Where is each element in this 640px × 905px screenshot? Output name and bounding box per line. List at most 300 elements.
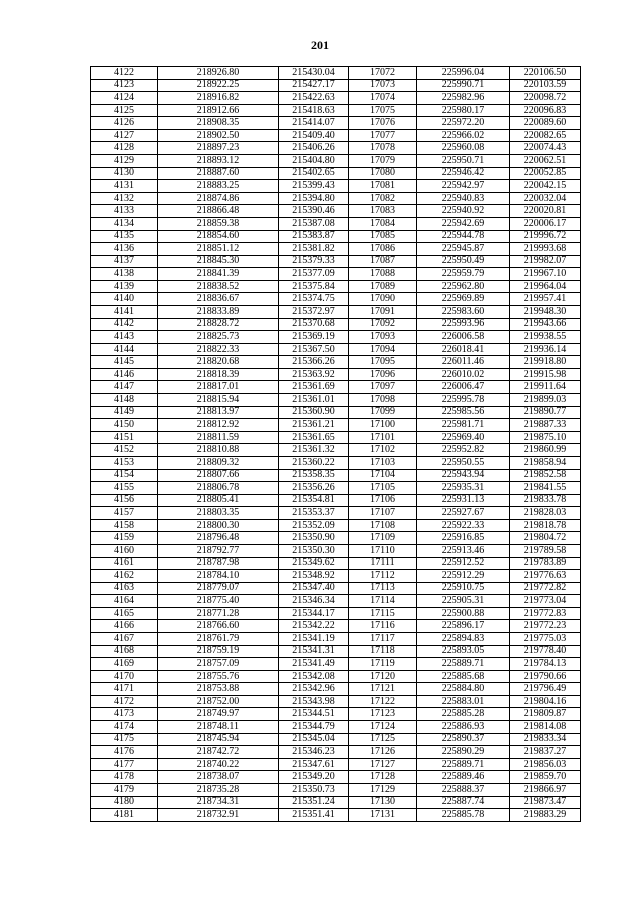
y-coord-right-cell: 219828.03 bbox=[510, 507, 581, 520]
table-row bbox=[91, 570, 581, 583]
y-coord-left-cell: 215369.19 bbox=[279, 331, 349, 344]
y-coord-left-cell: 215352.09 bbox=[279, 519, 349, 532]
table-row bbox=[91, 771, 581, 784]
x-coord-left-cell: 218749.97 bbox=[158, 708, 279, 721]
table-row bbox=[91, 582, 581, 595]
x-coord-left-cell: 218825.73 bbox=[158, 331, 279, 344]
y-coord-right-cell: 219778.40 bbox=[510, 645, 581, 658]
y-coord-right-cell: 219773.04 bbox=[510, 595, 581, 608]
point-id-left-cell: 4157 bbox=[91, 507, 158, 520]
x-coord-right-cell: 225894.83 bbox=[417, 633, 510, 646]
table-row bbox=[91, 180, 581, 193]
x-coord-left-cell: 218800.30 bbox=[158, 519, 279, 532]
table-row bbox=[91, 192, 581, 205]
table-row bbox=[91, 595, 581, 608]
table-row bbox=[91, 758, 581, 771]
point-id-left-cell: 4123 bbox=[91, 79, 158, 92]
y-coord-left-cell: 215342.96 bbox=[279, 683, 349, 696]
point-id-right-cell: 17121 bbox=[349, 683, 417, 696]
table-row bbox=[91, 268, 581, 281]
x-coord-right-cell: 225886.93 bbox=[417, 721, 510, 734]
x-coord-right-cell: 225912.29 bbox=[417, 570, 510, 583]
x-coord-right-cell: 225993.96 bbox=[417, 318, 510, 331]
point-id-right-cell: 17077 bbox=[349, 129, 417, 142]
y-coord-left-cell: 215375.84 bbox=[279, 280, 349, 293]
x-coord-right-cell: 226010.02 bbox=[417, 368, 510, 381]
y-coord-left-cell: 215361.69 bbox=[279, 381, 349, 394]
y-coord-left-cell: 215341.31 bbox=[279, 645, 349, 658]
x-coord-left-cell: 218740.22 bbox=[158, 758, 279, 771]
point-id-right-cell: 17080 bbox=[349, 167, 417, 180]
x-coord-right-cell: 225966.02 bbox=[417, 129, 510, 142]
y-coord-left-cell: 215383.87 bbox=[279, 230, 349, 243]
x-coord-right-cell: 225887.74 bbox=[417, 796, 510, 809]
y-coord-left-cell: 215344.79 bbox=[279, 721, 349, 734]
x-coord-right-cell: 225942.97 bbox=[417, 180, 510, 193]
x-coord-left-cell: 218866.48 bbox=[158, 205, 279, 218]
x-coord-right-cell: 226018.41 bbox=[417, 343, 510, 356]
x-coord-left-cell: 218822.33 bbox=[158, 343, 279, 356]
x-coord-right-cell: 225972.20 bbox=[417, 117, 510, 130]
y-coord-right-cell: 219911.64 bbox=[510, 381, 581, 394]
point-id-left-cell: 4177 bbox=[91, 758, 158, 771]
y-coord-left-cell: 215358.35 bbox=[279, 469, 349, 482]
x-coord-right-cell: 225888.37 bbox=[417, 783, 510, 796]
x-coord-right-cell: 225890.37 bbox=[417, 733, 510, 746]
x-coord-right-cell: 225885.78 bbox=[417, 809, 510, 822]
point-id-right-cell: 17093 bbox=[349, 331, 417, 344]
x-coord-left-cell: 218753.88 bbox=[158, 683, 279, 696]
y-coord-right-cell: 219948.30 bbox=[510, 305, 581, 318]
x-coord-left-cell: 218775.40 bbox=[158, 595, 279, 608]
y-coord-left-cell: 215409.40 bbox=[279, 129, 349, 142]
x-coord-left-cell: 218792.77 bbox=[158, 544, 279, 557]
table-row bbox=[91, 92, 581, 105]
x-coord-left-cell: 218787.98 bbox=[158, 557, 279, 570]
x-coord-right-cell: 225900.88 bbox=[417, 607, 510, 620]
y-coord-left-cell: 215418.63 bbox=[279, 104, 349, 117]
point-id-left-cell: 4169 bbox=[91, 658, 158, 671]
table-row bbox=[91, 683, 581, 696]
y-coord-left-cell: 215381.82 bbox=[279, 243, 349, 256]
table-row bbox=[91, 117, 581, 130]
table-row bbox=[91, 519, 581, 532]
point-id-right-cell: 17096 bbox=[349, 368, 417, 381]
y-coord-left-cell: 215399.43 bbox=[279, 180, 349, 193]
x-coord-left-cell: 218803.35 bbox=[158, 507, 279, 520]
x-coord-left-cell: 218908.35 bbox=[158, 117, 279, 130]
point-id-left-cell: 4131 bbox=[91, 180, 158, 193]
y-coord-left-cell: 215342.22 bbox=[279, 620, 349, 633]
x-coord-left-cell: 218836.67 bbox=[158, 293, 279, 306]
x-coord-right-cell: 225927.67 bbox=[417, 507, 510, 520]
y-coord-right-cell: 219859.70 bbox=[510, 771, 581, 784]
y-coord-right-cell: 219804.72 bbox=[510, 532, 581, 545]
y-coord-right-cell: 220062.51 bbox=[510, 155, 581, 168]
point-id-left-cell: 4122 bbox=[91, 67, 158, 80]
x-coord-right-cell: 225982.96 bbox=[417, 92, 510, 105]
point-id-right-cell: 17092 bbox=[349, 318, 417, 331]
point-id-right-cell: 17131 bbox=[349, 809, 417, 822]
point-id-right-cell: 17112 bbox=[349, 570, 417, 583]
point-id-right-cell: 17128 bbox=[349, 771, 417, 784]
x-coord-right-cell: 225945.87 bbox=[417, 243, 510, 256]
table-row bbox=[91, 469, 581, 482]
x-coord-left-cell: 218897.23 bbox=[158, 142, 279, 155]
y-coord-right-cell: 219918.80 bbox=[510, 356, 581, 369]
point-id-right-cell: 17105 bbox=[349, 482, 417, 495]
table-row bbox=[91, 607, 581, 620]
y-coord-left-cell: 215344.17 bbox=[279, 607, 349, 620]
point-id-left-cell: 4165 bbox=[91, 607, 158, 620]
x-coord-right-cell: 225962.80 bbox=[417, 280, 510, 293]
y-coord-left-cell: 215350.90 bbox=[279, 532, 349, 545]
table-row bbox=[91, 406, 581, 419]
x-coord-right-cell: 225996.04 bbox=[417, 67, 510, 80]
table-row bbox=[91, 746, 581, 759]
point-id-right-cell: 17106 bbox=[349, 494, 417, 507]
point-id-right-cell: 17072 bbox=[349, 67, 417, 80]
table-row bbox=[91, 331, 581, 344]
point-id-right-cell: 17130 bbox=[349, 796, 417, 809]
x-coord-left-cell: 218806.78 bbox=[158, 482, 279, 495]
y-coord-right-cell: 220074.43 bbox=[510, 142, 581, 155]
y-coord-right-cell: 219775.03 bbox=[510, 633, 581, 646]
y-coord-left-cell: 215361.21 bbox=[279, 419, 349, 432]
point-id-right-cell: 17107 bbox=[349, 507, 417, 520]
y-coord-right-cell: 219818.78 bbox=[510, 519, 581, 532]
table-row bbox=[91, 482, 581, 495]
x-coord-left-cell: 218732.91 bbox=[158, 809, 279, 822]
y-coord-left-cell: 215361.01 bbox=[279, 394, 349, 407]
point-id-right-cell: 17098 bbox=[349, 394, 417, 407]
point-id-right-cell: 17075 bbox=[349, 104, 417, 117]
point-id-right-cell: 17104 bbox=[349, 469, 417, 482]
table-row bbox=[91, 381, 581, 394]
y-coord-right-cell: 219809.87 bbox=[510, 708, 581, 721]
y-coord-right-cell: 219790.66 bbox=[510, 670, 581, 683]
point-id-left-cell: 4134 bbox=[91, 217, 158, 230]
y-coord-left-cell: 215390.46 bbox=[279, 205, 349, 218]
point-id-left-cell: 4148 bbox=[91, 394, 158, 407]
point-id-left-cell: 4151 bbox=[91, 431, 158, 444]
point-id-right-cell: 17095 bbox=[349, 356, 417, 369]
x-coord-left-cell: 218874.86 bbox=[158, 192, 279, 205]
x-coord-left-cell: 218887.60 bbox=[158, 167, 279, 180]
table-row bbox=[91, 155, 581, 168]
point-id-left-cell: 4164 bbox=[91, 595, 158, 608]
point-id-right-cell: 17110 bbox=[349, 544, 417, 557]
y-coord-left-cell: 215387.08 bbox=[279, 217, 349, 230]
table-row bbox=[91, 557, 581, 570]
y-coord-right-cell: 219915.98 bbox=[510, 368, 581, 381]
point-id-right-cell: 17094 bbox=[349, 343, 417, 356]
table-row bbox=[91, 783, 581, 796]
x-coord-right-cell: 225931.13 bbox=[417, 494, 510, 507]
x-coord-right-cell: 225943.94 bbox=[417, 469, 510, 482]
point-id-right-cell: 17101 bbox=[349, 431, 417, 444]
y-coord-left-cell: 215347.40 bbox=[279, 582, 349, 595]
point-id-right-cell: 17078 bbox=[349, 142, 417, 155]
point-id-left-cell: 4161 bbox=[91, 557, 158, 570]
table-row bbox=[91, 708, 581, 721]
y-coord-right-cell: 220006.17 bbox=[510, 217, 581, 230]
point-id-left-cell: 4138 bbox=[91, 268, 158, 281]
x-coord-left-cell: 218815.94 bbox=[158, 394, 279, 407]
x-coord-right-cell: 225950.49 bbox=[417, 255, 510, 268]
y-coord-right-cell: 220089.60 bbox=[510, 117, 581, 130]
x-coord-left-cell: 218838.52 bbox=[158, 280, 279, 293]
x-coord-left-cell: 218809.32 bbox=[158, 456, 279, 469]
table-row bbox=[91, 343, 581, 356]
x-coord-left-cell: 218766.60 bbox=[158, 620, 279, 633]
y-coord-right-cell: 219943.66 bbox=[510, 318, 581, 331]
table-row bbox=[91, 633, 581, 646]
x-coord-left-cell: 218926.80 bbox=[158, 67, 279, 80]
x-coord-left-cell: 218779.07 bbox=[158, 582, 279, 595]
x-coord-right-cell: 225935.31 bbox=[417, 482, 510, 495]
point-id-left-cell: 4179 bbox=[91, 783, 158, 796]
x-coord-left-cell: 218805.41 bbox=[158, 494, 279, 507]
point-id-left-cell: 4142 bbox=[91, 318, 158, 331]
y-coord-left-cell: 215427.17 bbox=[279, 79, 349, 92]
table-row bbox=[91, 721, 581, 734]
x-coord-right-cell: 225896.17 bbox=[417, 620, 510, 633]
y-coord-left-cell: 215346.34 bbox=[279, 595, 349, 608]
point-id-left-cell: 4153 bbox=[91, 456, 158, 469]
y-coord-right-cell: 219858.94 bbox=[510, 456, 581, 469]
point-id-left-cell: 4127 bbox=[91, 129, 158, 142]
table-row bbox=[91, 670, 581, 683]
point-id-left-cell: 4126 bbox=[91, 117, 158, 130]
point-id-left-cell: 4167 bbox=[91, 633, 158, 646]
y-coord-left-cell: 215404.80 bbox=[279, 155, 349, 168]
x-coord-right-cell: 225885.68 bbox=[417, 670, 510, 683]
point-id-left-cell: 4143 bbox=[91, 331, 158, 344]
point-id-left-cell: 4173 bbox=[91, 708, 158, 721]
y-coord-left-cell: 215347.61 bbox=[279, 758, 349, 771]
x-coord-right-cell: 225890.29 bbox=[417, 746, 510, 759]
table-row bbox=[91, 507, 581, 520]
x-coord-right-cell: 225884.80 bbox=[417, 683, 510, 696]
point-id-right-cell: 17100 bbox=[349, 419, 417, 432]
point-id-left-cell: 4133 bbox=[91, 205, 158, 218]
x-coord-right-cell: 226006.47 bbox=[417, 381, 510, 394]
y-coord-right-cell: 219784.13 bbox=[510, 658, 581, 671]
point-id-left-cell: 4144 bbox=[91, 343, 158, 356]
y-coord-right-cell: 219982.07 bbox=[510, 255, 581, 268]
x-coord-right-cell: 225981.71 bbox=[417, 419, 510, 432]
point-id-left-cell: 4154 bbox=[91, 469, 158, 482]
x-coord-left-cell: 218759.19 bbox=[158, 645, 279, 658]
y-coord-right-cell: 219772.82 bbox=[510, 582, 581, 595]
y-coord-left-cell: 215367.50 bbox=[279, 343, 349, 356]
point-id-left-cell: 4139 bbox=[91, 280, 158, 293]
y-coord-left-cell: 215379.33 bbox=[279, 255, 349, 268]
y-coord-right-cell: 220042.15 bbox=[510, 180, 581, 193]
table-row bbox=[91, 142, 581, 155]
x-coord-left-cell: 218810.88 bbox=[158, 444, 279, 457]
point-id-left-cell: 4140 bbox=[91, 293, 158, 306]
table-row bbox=[91, 217, 581, 230]
x-coord-right-cell: 225912.52 bbox=[417, 557, 510, 570]
point-id-right-cell: 17099 bbox=[349, 406, 417, 419]
x-coord-left-cell: 218738.07 bbox=[158, 771, 279, 784]
point-id-left-cell: 4155 bbox=[91, 482, 158, 495]
y-coord-right-cell: 219936.14 bbox=[510, 343, 581, 356]
table-row bbox=[91, 129, 581, 142]
y-coord-right-cell: 220096.83 bbox=[510, 104, 581, 117]
y-coord-right-cell: 219860.99 bbox=[510, 444, 581, 457]
coordinates-table-body bbox=[91, 67, 581, 822]
point-id-right-cell: 17111 bbox=[349, 557, 417, 570]
point-id-right-cell: 17088 bbox=[349, 268, 417, 281]
y-coord-left-cell: 215349.20 bbox=[279, 771, 349, 784]
y-coord-right-cell: 219993.68 bbox=[510, 243, 581, 256]
y-coord-right-cell: 219866.97 bbox=[510, 783, 581, 796]
x-coord-left-cell: 218807.66 bbox=[158, 469, 279, 482]
table-row bbox=[91, 809, 581, 822]
point-id-right-cell: 17129 bbox=[349, 783, 417, 796]
point-id-left-cell: 4159 bbox=[91, 532, 158, 545]
table-row bbox=[91, 104, 581, 117]
x-coord-left-cell: 218812.92 bbox=[158, 419, 279, 432]
x-coord-left-cell: 218742.72 bbox=[158, 746, 279, 759]
point-id-left-cell: 4141 bbox=[91, 305, 158, 318]
x-coord-right-cell: 225969.40 bbox=[417, 431, 510, 444]
point-id-right-cell: 17074 bbox=[349, 92, 417, 105]
point-id-left-cell: 4174 bbox=[91, 721, 158, 734]
y-coord-left-cell: 215414.07 bbox=[279, 117, 349, 130]
point-id-left-cell: 4172 bbox=[91, 695, 158, 708]
point-id-left-cell: 4166 bbox=[91, 620, 158, 633]
x-coord-right-cell: 225889.71 bbox=[417, 658, 510, 671]
y-coord-right-cell: 219796.49 bbox=[510, 683, 581, 696]
x-coord-right-cell: 225913.46 bbox=[417, 544, 510, 557]
point-id-right-cell: 17116 bbox=[349, 620, 417, 633]
x-coord-left-cell: 218845.30 bbox=[158, 255, 279, 268]
y-coord-left-cell: 215354.81 bbox=[279, 494, 349, 507]
x-coord-left-cell: 218817.01 bbox=[158, 381, 279, 394]
y-coord-left-cell: 215406.26 bbox=[279, 142, 349, 155]
point-id-right-cell: 17124 bbox=[349, 721, 417, 734]
point-id-left-cell: 4137 bbox=[91, 255, 158, 268]
x-coord-left-cell: 218818.39 bbox=[158, 368, 279, 381]
x-coord-left-cell: 218851.12 bbox=[158, 243, 279, 256]
point-id-left-cell: 4146 bbox=[91, 368, 158, 381]
y-coord-right-cell: 219776.63 bbox=[510, 570, 581, 583]
point-id-left-cell: 4152 bbox=[91, 444, 158, 457]
y-coord-left-cell: 215360.90 bbox=[279, 406, 349, 419]
table-row bbox=[91, 695, 581, 708]
y-coord-left-cell: 215341.49 bbox=[279, 658, 349, 671]
table-row bbox=[91, 356, 581, 369]
x-coord-right-cell: 225940.92 bbox=[417, 205, 510, 218]
x-coord-left-cell: 218752.00 bbox=[158, 695, 279, 708]
x-coord-right-cell: 225946.42 bbox=[417, 167, 510, 180]
x-coord-left-cell: 218859.38 bbox=[158, 217, 279, 230]
table-row bbox=[91, 620, 581, 633]
table-row bbox=[91, 318, 581, 331]
x-coord-right-cell: 225940.83 bbox=[417, 192, 510, 205]
y-coord-left-cell: 215346.23 bbox=[279, 746, 349, 759]
point-id-right-cell: 17103 bbox=[349, 456, 417, 469]
y-coord-right-cell: 219789.58 bbox=[510, 544, 581, 557]
point-id-left-cell: 4162 bbox=[91, 570, 158, 583]
y-coord-left-cell: 215422.63 bbox=[279, 92, 349, 105]
y-coord-right-cell: 219957.41 bbox=[510, 293, 581, 306]
x-coord-right-cell: 225983.60 bbox=[417, 305, 510, 318]
point-id-left-cell: 4178 bbox=[91, 771, 158, 784]
table-row bbox=[91, 67, 581, 80]
point-id-right-cell: 17117 bbox=[349, 633, 417, 646]
point-id-left-cell: 4181 bbox=[91, 809, 158, 822]
x-coord-right-cell: 225885.28 bbox=[417, 708, 510, 721]
x-coord-left-cell: 218883.25 bbox=[158, 180, 279, 193]
x-coord-left-cell: 218841.39 bbox=[158, 268, 279, 281]
y-coord-right-cell: 219841.55 bbox=[510, 482, 581, 495]
x-coord-right-cell: 226006.58 bbox=[417, 331, 510, 344]
y-coord-left-cell: 215360.22 bbox=[279, 456, 349, 469]
x-coord-left-cell: 218745.94 bbox=[158, 733, 279, 746]
x-coord-left-cell: 218761.79 bbox=[158, 633, 279, 646]
point-id-right-cell: 17083 bbox=[349, 205, 417, 218]
y-coord-left-cell: 215372.97 bbox=[279, 305, 349, 318]
y-coord-left-cell: 215351.41 bbox=[279, 809, 349, 822]
table-row bbox=[91, 255, 581, 268]
x-coord-right-cell: 225990.71 bbox=[417, 79, 510, 92]
point-id-right-cell: 17113 bbox=[349, 582, 417, 595]
point-id-right-cell: 17084 bbox=[349, 217, 417, 230]
point-id-right-cell: 17118 bbox=[349, 645, 417, 658]
y-coord-right-cell: 219833.34 bbox=[510, 733, 581, 746]
coordinates-table bbox=[90, 66, 581, 822]
x-coord-left-cell: 218748.11 bbox=[158, 721, 279, 734]
point-id-right-cell: 17079 bbox=[349, 155, 417, 168]
point-id-left-cell: 4147 bbox=[91, 381, 158, 394]
y-coord-right-cell: 219814.08 bbox=[510, 721, 581, 734]
y-coord-left-cell: 215363.92 bbox=[279, 368, 349, 381]
y-coord-left-cell: 215348.92 bbox=[279, 570, 349, 583]
y-coord-left-cell: 215343.98 bbox=[279, 695, 349, 708]
y-coord-left-cell: 215344.51 bbox=[279, 708, 349, 721]
table-row bbox=[91, 79, 581, 92]
y-coord-right-cell: 219873.47 bbox=[510, 796, 581, 809]
point-id-left-cell: 4171 bbox=[91, 683, 158, 696]
y-coord-left-cell: 215361.32 bbox=[279, 444, 349, 457]
point-id-right-cell: 17126 bbox=[349, 746, 417, 759]
y-coord-right-cell: 219772.83 bbox=[510, 607, 581, 620]
x-coord-left-cell: 218820.68 bbox=[158, 356, 279, 369]
x-coord-right-cell: 225889.46 bbox=[417, 771, 510, 784]
y-coord-right-cell: 219883.29 bbox=[510, 809, 581, 822]
page-number: 201 bbox=[311, 38, 329, 52]
x-coord-right-cell: 226011.46 bbox=[417, 356, 510, 369]
table-row bbox=[91, 419, 581, 432]
table-row bbox=[91, 544, 581, 557]
x-coord-right-cell: 225883.01 bbox=[417, 695, 510, 708]
point-id-left-cell: 4176 bbox=[91, 746, 158, 759]
table-row bbox=[91, 243, 581, 256]
y-coord-left-cell: 215370.68 bbox=[279, 318, 349, 331]
point-id-left-cell: 4129 bbox=[91, 155, 158, 168]
point-id-left-cell: 4156 bbox=[91, 494, 158, 507]
y-coord-right-cell: 220098.72 bbox=[510, 92, 581, 105]
point-id-right-cell: 17087 bbox=[349, 255, 417, 268]
x-coord-left-cell: 218902.50 bbox=[158, 129, 279, 142]
y-coord-right-cell: 219875.10 bbox=[510, 431, 581, 444]
x-coord-right-cell: 225916.85 bbox=[417, 532, 510, 545]
